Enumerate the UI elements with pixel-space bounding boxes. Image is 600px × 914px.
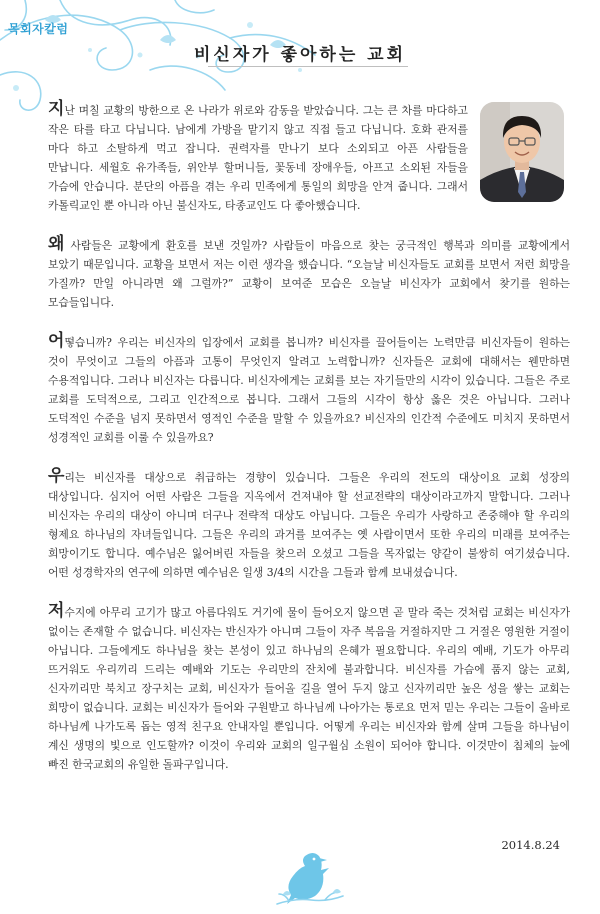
drop-cap: 우 [48,466,65,486]
paragraph-3 [48,332,570,447]
column-label: 목회자칼럼 [8,22,69,36]
title-divider [208,66,408,67]
paragraph-2 [48,235,570,312]
paragraph-5 [48,602,570,774]
paragraph-4 [48,467,570,582]
paragraph-text: 난 며칠 교황의 방한으로 온 나라가 위로와 감동을 받았습니다. 그는 큰 차를 마다하고 작은 타를 타고 다닙니다. 남에게 가방을 맡기지 않고 직접 들고 다닙니다. 호화 관저를 마다 하고 소탈하게 먹고 잡니다. 권력자를 만나기 보다 소외되고 아픈 사람들을 만납니다. 세월호 유가족들, 위안부 할머니들, 꽃동네 장애우들, 아프고 소외된 자들을 가슴에 안습니다. 분단의 아픔을 겪는 우리 민족에게 통일의 희망을 안겨 줍니다. 그래서 카톨릭교인 뿐 아니라 아닌 불신자도, 타종교인도 다 좋아했습니다. [48,104,468,212]
drop-cap: 저 [48,601,65,621]
bird-icon [275,848,345,910]
paragraph-text: 떻습니까? 우리는 비신자의 입장에서 교회를 봅니까? 비신자를 끌어들이는 노력만큼 비신자들이 원하는 것이 무엇이고 그들의 아픔과 고통이 무엇인지 알려고 노력합니까? 신자들은 교회에 대해서는 웬만하면 수용적입니다. 그러나 비신자는 다릅니다. 비신자에게는 교회를 보는 자기들만의 시각이 있습니다. 그들은 주로 교회를 도덕적으로, 그리고 인간적으로 봅니다. 그래서 그들의 시각이 항상 옳은 것은 아닙니다. 그러나 도덕적인 수준을 넘지 못하면서 영적인 수준을 말할 수 있을까요? 비신자의 인간적 수준에도 미치지 못하면서 성경적인 교회를 이룰 수 있을까요? [48,336,570,444]
publish-date: 2014.8.24 [501,838,560,852]
column-article [48,100,570,794]
drop-cap: 어 [48,331,65,351]
paragraph-text: 사람들은 교황에게 환호를 보낸 것일까? 사람들이 마음으로 찾는 궁극적인 행복과 의미를 교황에게서 보았기 때문입니다. 교황을 보면서 저는 이런 생각을 했습니다. “오늘날 비신자들도 교회를 보면서 저런 희망을 가질까? 만일 아니라면 왜 그럴까?” 교황이 보여준 모습은 오늘날 비신자가 교회에서 찾기를 원하는 모습들입니다. [48,239,570,309]
drop-cap: 왜 [48,234,65,254]
drop-cap: 지 [48,99,65,119]
paragraph-text: 수지에 아무리 고기가 많고 아름다워도 거기에 물이 들어오지 않으면 곧 말라 죽는 것처럼 교회는 비신자가 없이는 존재할 수 없습니다. 비신자는 반신자가 아니며 그들이 자주 복음을 거절하지만 그 거절은 영원한 거절이 아닙니다. 그들에게도 하나님을 찾는 본성이 있고 하나님의 은혜가 필요합니다. 우리의 예배, 기도가 아무리 뜨거워도 우리끼리 드리는 예배와 기도는 우리만의 잔치에 불과합니다. 비신자를 가슴에 품지 않는 교회, 신자끼리만 북치고 장구치는 교회, 비신자가 들어올 길을 열어 두지 않고 신자끼리만 높은 성을 쌓는 교회는 희망이 없습니다. 교회는 비신자가 들어와 구원받고 하나님께 나아가는 통로요 먼저 믿는 우리는 그들이 올바로 하나님께 나가도록 돕는 영적 친구요 안내자일 뿐입니다. 어떻게 우리는 비신자와 함께 살며 그들을 하나님이 계신 생명의 빛으로 인도할까? 이것이 우리와 교회의 일구월심 소원이 되어야 합니다. 이것만이 침체의 늪에 빠진 한국교회의 유일한 돌파구입니다. [48,606,570,771]
paragraph-1 [48,100,468,215]
paragraph-text: 리는 비신자를 대상으로 취급하는 경향이 있습니다. 그들은 우리의 전도의 대상이요 교회 성장의 대상입니다. 심지어 어떤 사람은 그들을 지옥에서 건져내야 할 선교전략의 대상이라고까지 말합니다. 그러나 비신자는 우리의 대상이 아니며 더구나 전략적 대상도 아닙니다. 그들은 우리가 사랑하고 존중해야 할 우리의 형제요 하나님의 자녀들입니다. 그들은 우리의 과거를 보여주는 옛 사람이면서 또한 우리의 미래를 보여주는 희망이기도 합니다. 예수님은 잃어버린 자들을 찾으러 오셨고 그들을 목자없는 양같이 불쌍히 여기셨습니다. 어떤 성경학자의 연구에 의하면 예수님은 일생 3/4의 시간을 그들과 함께 보내셨습니다. [48,471,570,579]
page-title: 비신자가 좋아하는 교회 [193,45,407,65]
